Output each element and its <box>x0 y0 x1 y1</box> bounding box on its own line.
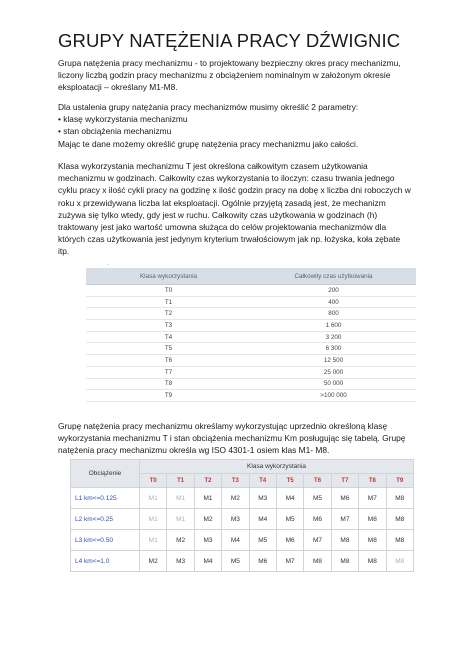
group-cell: M2 <box>222 488 249 509</box>
group-cell: M8 <box>386 551 413 572</box>
table-row <box>86 366 416 378</box>
table-row <box>86 296 416 308</box>
text-line: natężenia pracy mechanizmu określa wg ISO 4301-1 osiem klas M1- M8. <box>58 445 330 456</box>
definition-paragraph <box>58 57 430 94</box>
class-header: Klasa wykorzystania <box>140 460 414 474</box>
text-line: Klasa wykorzystania mechanizmu T jest określona całkowitym czasem użytkowania <box>58 161 368 171</box>
class-column-header: T1 <box>167 474 194 488</box>
table-row <box>86 331 416 343</box>
group-cell: M8 <box>386 530 413 551</box>
group-cell: M1 <box>140 509 167 530</box>
group-cell: M3 <box>194 530 221 551</box>
table-row <box>71 488 414 509</box>
class-column-header: T5 <box>276 474 303 488</box>
page-title: GRUPY NATĘŻENIA PRACY DŹWIGNIC <box>58 30 401 51</box>
class-column-header: T9 <box>386 474 413 488</box>
class-column-header: T4 <box>249 474 276 488</box>
stray-marker: . <box>107 260 109 267</box>
text-line: cyklu pracy x ilość cykli pracy na godzinę x ilość godzin pracy na dobę x liczba dni roboczych w <box>58 185 411 196</box>
group-cell: M6 <box>276 530 303 551</box>
class-cell: T1 <box>86 296 251 308</box>
group-cell: M5 <box>222 551 249 572</box>
group-cell: M4 <box>222 530 249 551</box>
time-cell: 400 <box>251 296 416 308</box>
group-paragraph <box>58 420 430 457</box>
class-cell: T7 <box>86 366 251 378</box>
time-cell: 50 000 <box>251 378 416 390</box>
load-state-cell: L4 km<=1.0 <box>71 551 140 572</box>
table-row <box>86 285 416 297</box>
time-cell: 6 300 <box>251 343 416 355</box>
load-state-cell: L3 km<=0.50 <box>71 530 140 551</box>
class-column-header: T6 <box>304 474 331 488</box>
group-cell: M5 <box>304 488 331 509</box>
group-cell: M3 <box>222 509 249 530</box>
class-cell: T4 <box>86 331 251 343</box>
group-cell: M7 <box>359 488 386 509</box>
usage-class-paragraph <box>58 160 430 258</box>
group-cell: M8 <box>359 530 386 551</box>
group-cell: M7 <box>304 530 331 551</box>
text-line: liczony liczbą godzin pracy mechanizmu z obciążeniem nominalnym w założonym okresie <box>58 70 391 81</box>
class-column-header: T0 <box>140 474 167 488</box>
group-cell: M8 <box>331 530 358 551</box>
class-column-header: T2 <box>194 474 221 488</box>
group-cell: M8 <box>331 551 358 572</box>
group-cell: M4 <box>276 488 303 509</box>
text-line: eksploatacji – określany M1-M8. <box>58 82 178 93</box>
group-cell: M5 <box>276 509 303 530</box>
text-line: Grupa natężenia pracy mechanizmu - to projektowany bezpieczny okres pracy mechanizmu, <box>58 58 401 68</box>
table-row <box>86 320 416 332</box>
group-cell: M8 <box>304 551 331 572</box>
group-cell: M1 <box>140 488 167 509</box>
text-line: zużywa się tylko wtedy, gdy jest w ruchu. Całkowity czas użytkowania w godzinach (h) <box>58 209 378 220</box>
class-column-header: T8 <box>359 474 386 488</box>
class-cell: T0 <box>86 285 251 297</box>
table-header-class: Klasa wykorzystania <box>86 268 251 285</box>
text-line: Dla ustalenia grupy natężania pracy mechanizmów musimy określić 2 parametry: <box>58 102 359 112</box>
group-cell: M2 <box>167 530 194 551</box>
group-cell: M6 <box>249 551 276 572</box>
text-line: • stan obciążenia mechanizmu <box>58 126 172 137</box>
text-line: • klasę wykorzystania mechanizmu <box>58 114 188 125</box>
table-row <box>86 355 416 367</box>
text-line: itp. <box>58 246 70 257</box>
table-row <box>86 308 416 320</box>
class-cell: T2 <box>86 308 251 320</box>
group-cell: M1 <box>167 509 194 530</box>
group-cell: M1 <box>194 488 221 509</box>
time-cell: 1 600 <box>251 320 416 332</box>
time-cell: 800 <box>251 308 416 320</box>
group-cell: M4 <box>194 551 221 572</box>
time-cell: 3 200 <box>251 331 416 343</box>
class-column-header: T7 <box>331 474 358 488</box>
table-row <box>71 509 414 530</box>
work-group-table <box>70 459 414 572</box>
time-cell: 12 500 <box>251 355 416 367</box>
text-line: Grupę natężenia pracy mechanizmu określamy wykorzystując uprzednio określoną klasę <box>58 421 388 431</box>
class-cell: T8 <box>86 378 251 390</box>
group-cell: M2 <box>194 509 221 530</box>
group-cell: M6 <box>304 509 331 530</box>
group-cell: M6 <box>331 488 358 509</box>
table-row <box>86 378 416 390</box>
table-row <box>71 551 414 572</box>
group-cell: M8 <box>386 509 413 530</box>
time-cell: >100 000 <box>251 390 416 402</box>
text-line: mechanizmu w godzinach. Całkowity czas wykorzystania to iloczyn: czasu trwania jednego <box>58 173 395 184</box>
group-cell: M3 <box>167 551 194 572</box>
table-row <box>71 530 414 551</box>
group-cell: M3 <box>249 488 276 509</box>
load-state-cell: L2 km<=0.25 <box>71 509 140 530</box>
group-cell: M8 <box>359 509 386 530</box>
group-cell: M4 <box>249 509 276 530</box>
load-header: Obciążenie <box>71 460 140 488</box>
text-line: wykorzystania mechanizmu T i stan obciążenia mechanizmu Km posługując się tabelą. Grupę <box>58 433 406 444</box>
table-header-total-time: Całkowity czas użytkowania <box>251 268 416 285</box>
text-line: których czas użytkowania jest jedynym kryterium trwałościowym jak np. łożyska, koła zębate <box>58 234 401 245</box>
parameters-paragraph <box>58 101 430 150</box>
text-line: Mając te dane możemy określić grupę natężenia pracy mechanizmu jako całości. <box>58 138 359 149</box>
load-state-cell: L1 km<=0.125 <box>71 488 140 509</box>
group-cell: M2 <box>140 551 167 572</box>
class-cell: T5 <box>86 343 251 355</box>
group-cell: M7 <box>331 509 358 530</box>
group-cell: M1 <box>167 488 194 509</box>
group-cell: M1 <box>140 530 167 551</box>
time-cell: 200 <box>251 285 416 297</box>
class-cell: T6 <box>86 355 251 367</box>
group-cell: M8 <box>386 488 413 509</box>
text-line: roku x przewidywana liczba lat eksploatacji. Ogólnie przyjętą zasadą jest, że mechanizm <box>58 197 386 208</box>
text-line: traktowany jest jako wartość umowna służąca do celów projektowania mechanizmów dla <box>58 222 387 233</box>
class-cell: T9 <box>86 390 251 402</box>
group-cell: M7 <box>276 551 303 572</box>
usage-class-table <box>86 268 416 402</box>
group-cell: M8 <box>359 551 386 572</box>
table-row <box>86 343 416 355</box>
table-row <box>86 390 416 402</box>
time-cell: 25 000 <box>251 366 416 378</box>
class-cell: T3 <box>86 320 251 332</box>
class-column-header: T3 <box>222 474 249 488</box>
group-cell: M5 <box>249 530 276 551</box>
